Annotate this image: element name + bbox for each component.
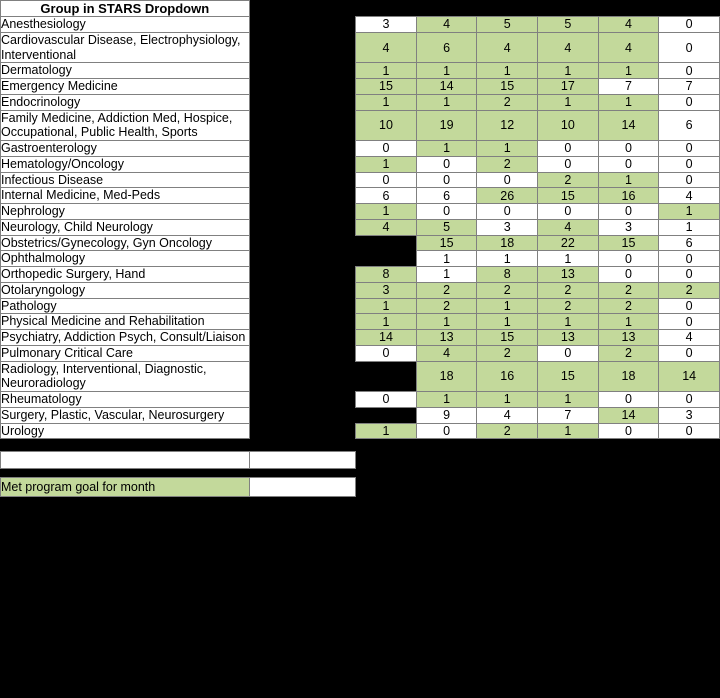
row-gap-cell [249,361,356,392]
data-cell: 0 [477,172,538,188]
data-cell: 7 [598,79,659,95]
row-label: Obstetrics/Gynecology, Gyn Oncology [1,235,250,251]
row-label: Pulmonary Critical Care [1,345,250,361]
table-row [1,204,720,220]
legend-gap-row [1,469,720,478]
data-cell: 15 [598,235,659,251]
data-cell: 2 [659,282,720,298]
spacer-cell [477,439,538,452]
data-cell: 18 [598,361,659,392]
data-cell: 1 [356,298,417,314]
data-cell: 1 [416,251,477,267]
row-label: Gastroenterology [1,141,250,157]
header-blank-cell [538,1,599,17]
data-cell: 0 [538,141,599,157]
row-label: Otolaryngology [1,282,250,298]
data-cell: 0 [659,345,720,361]
data-cell: 1 [538,251,599,267]
row-label: Ophthalmology [1,251,250,267]
legend-blank-cell [659,452,720,469]
legend-strip-cell [1,452,250,469]
spacer-cell [538,439,599,452]
data-cell: 4 [538,32,599,63]
spacer-row [1,439,720,452]
data-cell: 0 [538,345,599,361]
data-cell: 6 [659,110,720,141]
legend-gap-cell [477,469,538,478]
data-cell: 0 [598,141,659,157]
header-blank-cell [356,1,417,17]
data-cell: 2 [416,282,477,298]
data-cell: 1 [538,392,599,408]
data-cell: 2 [598,298,659,314]
table-row [1,32,720,63]
legend-gap-cell [538,469,599,478]
data-cell: 1 [416,314,477,330]
legend-row-blank-cell [598,478,659,497]
data-cell: 0 [416,172,477,188]
data-cell: 0 [538,204,599,220]
data-cell: 2 [477,423,538,439]
legend-blank-cell [538,452,599,469]
data-cell: 1 [477,298,538,314]
row-label: Rheumatology [1,392,250,408]
row-label: Nephrology [1,204,250,220]
data-cell: 14 [598,407,659,423]
data-cell: 5 [538,17,599,33]
row-label: Neurology, Child Neurology [1,219,250,235]
data-cell: 7 [538,407,599,423]
data-cell: 3 [477,219,538,235]
row-label: Urology [1,423,250,439]
legend-gap-cell [659,469,720,478]
legend-row-blank-cell [477,478,538,497]
data-cell: 15 [356,79,417,95]
data-cell: 0 [659,314,720,330]
data-cell [356,361,417,392]
data-cell: 1 [356,423,417,439]
data-cell: 15 [477,79,538,95]
data-cell: 13 [538,330,599,346]
data-cell: 26 [477,188,538,204]
header-blank-cell [598,1,659,17]
data-cell: 2 [598,345,659,361]
data-cell: 0 [659,94,720,110]
data-cell: 0 [416,156,477,172]
data-cell: 0 [659,17,720,33]
data-cell: 14 [598,110,659,141]
data-cell: 1 [416,267,477,283]
data-cell: 1 [356,314,417,330]
legend-key-swatch [249,478,356,497]
legend-gap-cell [416,469,477,478]
table-row [1,17,720,33]
row-gap-cell [249,314,356,330]
row-gap-cell [249,330,356,346]
row-gap-cell [249,345,356,361]
table-row [1,79,720,95]
legend-row-blank-cell [416,478,477,497]
data-cell: 0 [659,423,720,439]
data-cell: 2 [538,298,599,314]
spacer-cell [1,439,250,452]
data-cell: 15 [538,361,599,392]
table-row [1,407,720,423]
data-cell: 1 [538,423,599,439]
data-cell: 0 [416,423,477,439]
header-blank-cell [477,1,538,17]
data-cell: 0 [598,392,659,408]
data-cell: 0 [416,204,477,220]
row-gap-cell [249,423,356,439]
data-cell: 9 [416,407,477,423]
data-cell: 14 [659,361,720,392]
table-row [1,110,720,141]
row-label: Infectious Disease [1,172,250,188]
data-cell: 1 [659,219,720,235]
data-cell: 0 [477,204,538,220]
table-row [1,156,720,172]
data-cell: 14 [416,79,477,95]
legend-key-label: Met program goal for month [1,478,250,497]
data-cell: 13 [538,267,599,283]
table-row [1,63,720,79]
data-cell: 2 [538,172,599,188]
data-cell: 1 [416,63,477,79]
data-cell: 14 [356,330,417,346]
data-cell [356,251,417,267]
row-label: Internal Medicine, Med-Peds [1,188,250,204]
data-cell: 4 [356,219,417,235]
data-cell: 4 [538,219,599,235]
data-cell: 0 [356,345,417,361]
data-cell: 1 [477,392,538,408]
row-label: Surgery, Plastic, Vascular, Neurosurgery [1,407,250,423]
header-gap-cell [249,1,356,17]
legend-row-blank-cell [356,478,417,497]
data-cell [356,407,417,423]
data-cell: 7 [659,79,720,95]
data-cell: 2 [477,156,538,172]
data-cell: 12 [477,110,538,141]
spacer-cell [416,439,477,452]
data-cell: 1 [538,63,599,79]
row-gap-cell [249,110,356,141]
row-label: Endocrinology [1,94,250,110]
table-row [1,361,720,392]
data-cell: 5 [477,17,538,33]
data-cell: 1 [477,141,538,157]
data-cell: 0 [659,251,720,267]
row-gap-cell [249,267,356,283]
data-cell: 15 [477,330,538,346]
legend-row [1,478,720,497]
data-cell: 0 [659,267,720,283]
row-gap-cell [249,172,356,188]
row-gap-cell [249,188,356,204]
row-gap-cell [249,298,356,314]
row-label: Anesthesiology [1,17,250,33]
row-label: Orthopedic Surgery, Hand [1,267,250,283]
row-gap-cell [249,156,356,172]
row-gap-cell [249,17,356,33]
table-row [1,251,720,267]
legend-gap-cell [598,469,659,478]
data-cell: 4 [416,17,477,33]
data-cell: 0 [356,141,417,157]
row-gap-cell [249,63,356,79]
data-cell: 1 [598,314,659,330]
table-row [1,345,720,361]
data-cell: 1 [477,314,538,330]
legend-row-blank-cell [659,478,720,497]
legend-row-blank-cell [538,478,599,497]
row-gap-cell [249,141,356,157]
table-row [1,172,720,188]
row-gap-cell [249,282,356,298]
table-row [1,235,720,251]
data-cell: 1 [416,94,477,110]
data-cell: 15 [538,188,599,204]
data-cell: 0 [659,156,720,172]
row-gap-cell [249,32,356,63]
row-label: Emergency Medicine [1,79,250,95]
data-cell: 16 [598,188,659,204]
data-cell: 22 [538,235,599,251]
legend-blank-cell [356,452,417,469]
data-cell: 19 [416,110,477,141]
data-cell: 6 [659,235,720,251]
data-cell: 0 [356,392,417,408]
data-cell: 2 [538,282,599,298]
row-gap-cell [249,235,356,251]
row-gap-cell [249,251,356,267]
data-cell: 0 [659,32,720,63]
data-cell: 2 [598,282,659,298]
data-cell [356,235,417,251]
spacer-cell [249,439,356,452]
data-cell: 4 [598,32,659,63]
data-cell: 4 [477,407,538,423]
data-cell: 1 [477,251,538,267]
data-cell: 3 [356,282,417,298]
data-cell: 2 [477,94,538,110]
data-cell: 0 [659,63,720,79]
table-row [1,423,720,439]
data-cell: 6 [416,188,477,204]
data-cell: 16 [477,361,538,392]
row-label: Family Medicine, Addiction Med, Hospice, Occupational, Public Health, Sports [1,110,250,141]
data-cell: 15 [416,235,477,251]
data-cell: 0 [598,267,659,283]
table-row [1,141,720,157]
table-row [1,314,720,330]
header-blank-cell [659,1,720,17]
table-row [1,94,720,110]
row-gap-cell [249,204,356,220]
data-cell: 18 [416,361,477,392]
data-cell: 4 [659,330,720,346]
table-row [1,298,720,314]
table-row [1,267,720,283]
data-cell: 4 [659,188,720,204]
data-cell: 0 [659,298,720,314]
row-label: Psychiatry, Addiction Psych, Consult/Liaison [1,330,250,346]
data-cell: 8 [477,267,538,283]
data-cell: 13 [416,330,477,346]
data-cell: 0 [356,172,417,188]
data-cell: 2 [416,298,477,314]
data-cell: 13 [598,330,659,346]
data-cell: 0 [598,156,659,172]
data-cell: 10 [538,110,599,141]
data-cell: 5 [416,219,477,235]
data-cell: 6 [356,188,417,204]
row-label: Pathology [1,298,250,314]
table-row [1,392,720,408]
row-gap-cell [249,79,356,95]
data-cell: 6 [416,32,477,63]
data-cell: 0 [598,423,659,439]
spacer-cell [356,439,417,452]
data-cell: 0 [659,141,720,157]
legend-strip-cell [249,452,356,469]
data-cell: 1 [356,63,417,79]
legend-strip-row [1,452,720,469]
data-cell: 4 [416,345,477,361]
data-cell: 17 [538,79,599,95]
column-header-group: Group in STARS Dropdown [1,1,250,17]
row-gap-cell [249,392,356,408]
table-row [1,330,720,346]
legend-blank-cell [477,452,538,469]
data-cell: 3 [659,407,720,423]
data-cell: 1 [538,314,599,330]
row-gap-cell [249,407,356,423]
data-cell: 0 [598,251,659,267]
data-cell: 4 [598,17,659,33]
data-cell: 0 [659,172,720,188]
data-cell: 1 [356,204,417,220]
data-cell: 1 [598,94,659,110]
legend-gap-cell [1,469,250,478]
data-cell: 0 [538,156,599,172]
row-gap-cell [249,219,356,235]
data-cell: 2 [477,282,538,298]
spacer-cell [659,439,720,452]
table-header-row [1,1,720,17]
legend-gap-cell [249,469,356,478]
data-cell: 1 [416,141,477,157]
table-row [1,282,720,298]
data-cell: 3 [598,219,659,235]
legend-gap-cell [356,469,417,478]
data-cell: 1 [416,392,477,408]
row-label: Radiology, Interventional, Diagnostic, Neuroradiology [1,361,250,392]
row-gap-cell [249,94,356,110]
data-cell: 4 [356,32,417,63]
data-cell: 1 [477,63,538,79]
legend-blank-cell [416,452,477,469]
data-cell: 1 [659,204,720,220]
row-label: Physical Medicine and Rehabilitation [1,314,250,330]
data-cell: 0 [598,204,659,220]
data-cell: 1 [598,172,659,188]
data-cell: 2 [477,345,538,361]
data-cell: 8 [356,267,417,283]
data-cell: 10 [356,110,417,141]
data-cell: 0 [659,392,720,408]
spacer-cell [598,439,659,452]
legend-blank-cell [598,452,659,469]
data-cell: 18 [477,235,538,251]
data-cell: 3 [356,17,417,33]
data-cell: 4 [477,32,538,63]
data-cell: 1 [538,94,599,110]
table-row [1,188,720,204]
row-label: Hematology/Oncology [1,156,250,172]
data-cell: 1 [598,63,659,79]
row-label: Dermatology [1,63,250,79]
table-row [1,219,720,235]
header-blank-cell [416,1,477,17]
row-label: Cardiovascular Disease, Electrophysiology, Interventional [1,32,250,63]
data-cell: 1 [356,156,417,172]
data-cell: 1 [356,94,417,110]
